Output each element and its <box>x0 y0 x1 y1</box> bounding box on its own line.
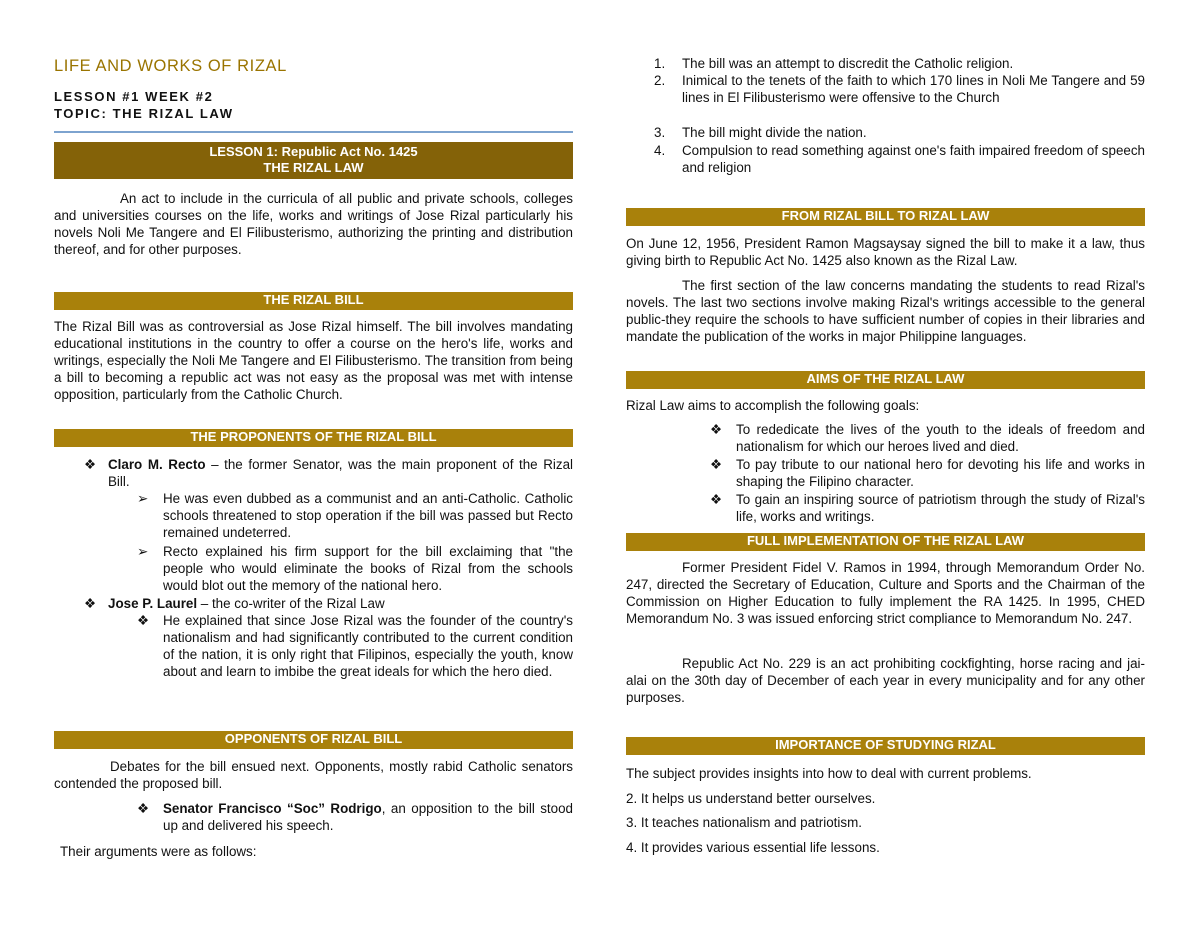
divider-rule <box>54 131 573 133</box>
lesson-band-line1: LESSON 1: Republic Act No. 1425 <box>209 144 418 159</box>
diamond-bullet-icon: ❖ <box>137 613 150 628</box>
laurel-sub-item-1 <box>137 612 573 680</box>
aim-text: To pay tribute to our national hero for devoting his life and works in shaping the Filipino character. <box>736 457 1145 489</box>
proponent-laurel <box>84 595 573 612</box>
laurel-name: Jose P. Laurel <box>108 596 198 611</box>
opponents-heading: OPPONENTS OF RIZAL BILL <box>54 731 573 749</box>
importance-item-4: 4. It provides various essential life lessons. <box>626 840 880 855</box>
argument-item-4 <box>654 142 1145 176</box>
importance-heading: IMPORTANCE OF STUDYING RIZAL <box>626 737 1145 755</box>
lesson-band <box>54 142 573 179</box>
recto-sub1-text: He was even dubbed as a communist and an anti-Catholic. Catholic schools threatened to stop operation if the bill was passed but Recto remained undeterred. <box>163 491 573 540</box>
implementation-paragraph-2: Republic Act No. 229 is an act prohibiting cockfighting, horse racing and jai-alai on the 30th day of December of each year in every municipality and for any other purposes. <box>626 656 1145 705</box>
recto-sub2-text: Recto explained his firm support for the bill exclaiming that "the people who would eliminate the books of Rizal from the schools would blot out the memory of the national hero. <box>163 544 573 593</box>
importance-item-2: 2. It helps us understand better ourselves. <box>626 791 876 806</box>
recto-desc: – the former Senator, was the main proponent of the Rizal Bill. <box>108 457 573 489</box>
aim-text: To rededicate the lives of the youth to the ideals of freedom and nationalism for which our heroes lived and died. <box>736 422 1145 454</box>
arrow-bullet-icon: ➢ <box>137 544 149 559</box>
argument-number: 2. <box>654 73 666 88</box>
diamond-bullet-icon: ❖ <box>84 457 97 472</box>
page-title: LIFE AND WORKS OF RIZAL <box>54 57 287 75</box>
argument-number: 4. <box>654 143 666 158</box>
argument-text: Compulsion to read something against one's faith impaired freedom of speech and religion <box>682 143 1145 175</box>
laurel-desc: – the co-writer of the Rizal Law <box>197 596 385 611</box>
lesson-topic: TOPIC: THE RIZAL LAW <box>54 106 234 121</box>
implementation-paragraph-1: Former President Fidel V. Ramos in 1994, through Memorandum Order No. 247, directed the Secretary of Education, Culture and Sports and the Chairman of the Commission on Higher Education to fully implement the RA 1425. In 1995, CHED Memorandum No. 3 was issued enforcing strict compliance to Memorandum No. 247. <box>626 560 1145 626</box>
bill-to-law-paragraph-1: On June 12, 1956, President Ramon Magsaysay signed the bill to make it a law, thus giving birth to Republic Act No. 1425 also known as the Rizal Law. <box>626 236 1145 268</box>
arguments-intro: Their arguments were as follows: <box>60 844 257 859</box>
argument-item-2 <box>654 72 1145 106</box>
opponent-rodrigo <box>137 800 573 834</box>
bill-to-law-paragraph-2: The first section of the law concerns mandating the students to read Rizal's novels. The last two sections involve making Rizal's writings accessible to the general public-they require the schools to have sufficient number of copies in their libraries and mandate the publication of the works in major Philippine languages. <box>626 278 1145 344</box>
diamond-bullet-icon: ❖ <box>710 457 723 472</box>
lesson-week: LESSON #1 WEEK #2 <box>54 89 214 104</box>
recto-name: Claro M. Recto <box>108 457 206 472</box>
rizal-bill-paragraph: The Rizal Bill was as controversial as Jose Rizal himself. The bill involves mandating educational institutions in the country to offer a course on the hero's life, works and writings, especially the Noli Me Tangere and El Filibusterismo. The transition from being a bill to becoming a republic act was not easy as the proposal was met with intense opposition, particularly from the Catholic Church. <box>54 319 573 402</box>
argument-item-3 <box>654 124 1145 141</box>
aims-heading: AIMS OF THE RIZAL LAW <box>626 371 1145 389</box>
aim-text: To gain an inspiring source of patriotism through the study of Rizal's life, works and writings. <box>736 492 1145 524</box>
rodrigo-desc: , an opposition to the bill stood up and delivered his speech. <box>163 801 573 833</box>
rizal-bill-heading: THE RIZAL BILL <box>54 292 573 310</box>
argument-number: 1. <box>654 56 666 71</box>
bill-to-law-heading: FROM RIZAL BILL TO RIZAL LAW <box>626 208 1145 226</box>
importance-intro: The subject provides insights into how to deal with current problems. <box>626 766 1032 781</box>
proponents-heading: THE PROPONENTS OF THE RIZAL BILL <box>54 429 573 447</box>
diamond-bullet-icon: ❖ <box>710 422 723 437</box>
arrow-bullet-icon: ➢ <box>137 491 149 506</box>
diamond-bullet-icon: ❖ <box>84 596 97 611</box>
recto-sub-item-2 <box>137 543 573 594</box>
intro-paragraph: An act to include in the curricula of all public and private schools, colleges and universities courses on the life, works and writings of Jose Rizal particularly his novels Noli Me Tangere and El Filibusterismo, authorizing the printing and distribution thereof, and for other purposes. <box>54 191 573 257</box>
diamond-bullet-icon: ❖ <box>137 801 150 816</box>
opponents-paragraph: Debates for the bill ensued next. Opponents, mostly rabid Catholic senators contended the proposed bill. <box>54 759 573 791</box>
argument-text: The bill was an attempt to discredit the Catholic religion. <box>682 56 1014 71</box>
lesson-band-line2: THE RIZAL LAW <box>263 160 364 175</box>
aim-item-2 <box>710 456 1145 490</box>
argument-text: The bill might divide the nation. <box>682 125 867 140</box>
aims-intro: Rizal Law aims to accomplish the following goals: <box>626 398 920 413</box>
argument-text: Inimical to the tenets of the faith to which 170 lines in Noli Me Tangere and 59 lines in El Filibusterismo were offensive to the Church <box>682 73 1145 105</box>
aim-item-1 <box>710 421 1145 455</box>
diamond-bullet-icon: ❖ <box>710 492 723 507</box>
lesson-header <box>54 88 234 122</box>
aim-item-3 <box>710 491 1145 525</box>
importance-item-3: 3. It teaches nationalism and patriotism. <box>626 815 862 830</box>
laurel-sub1-text: He explained that since Jose Rizal was the founder of the country's nationalism and had significantly contributed to the current condition of the nation, it is only right that Filipinos, especially the youth, know about and learn to imbibe the great ideals for which the hero died. <box>163 613 573 679</box>
argument-item-1 <box>654 55 1145 72</box>
proponent-recto <box>84 456 573 490</box>
implementation-heading: FULL IMPLEMENTATION OF THE RIZAL LAW <box>626 533 1145 551</box>
argument-number: 3. <box>654 125 666 140</box>
rodrigo-name: Senator Francisco “Soc” Rodrigo <box>163 801 382 816</box>
recto-sub-item-1 <box>137 490 573 541</box>
